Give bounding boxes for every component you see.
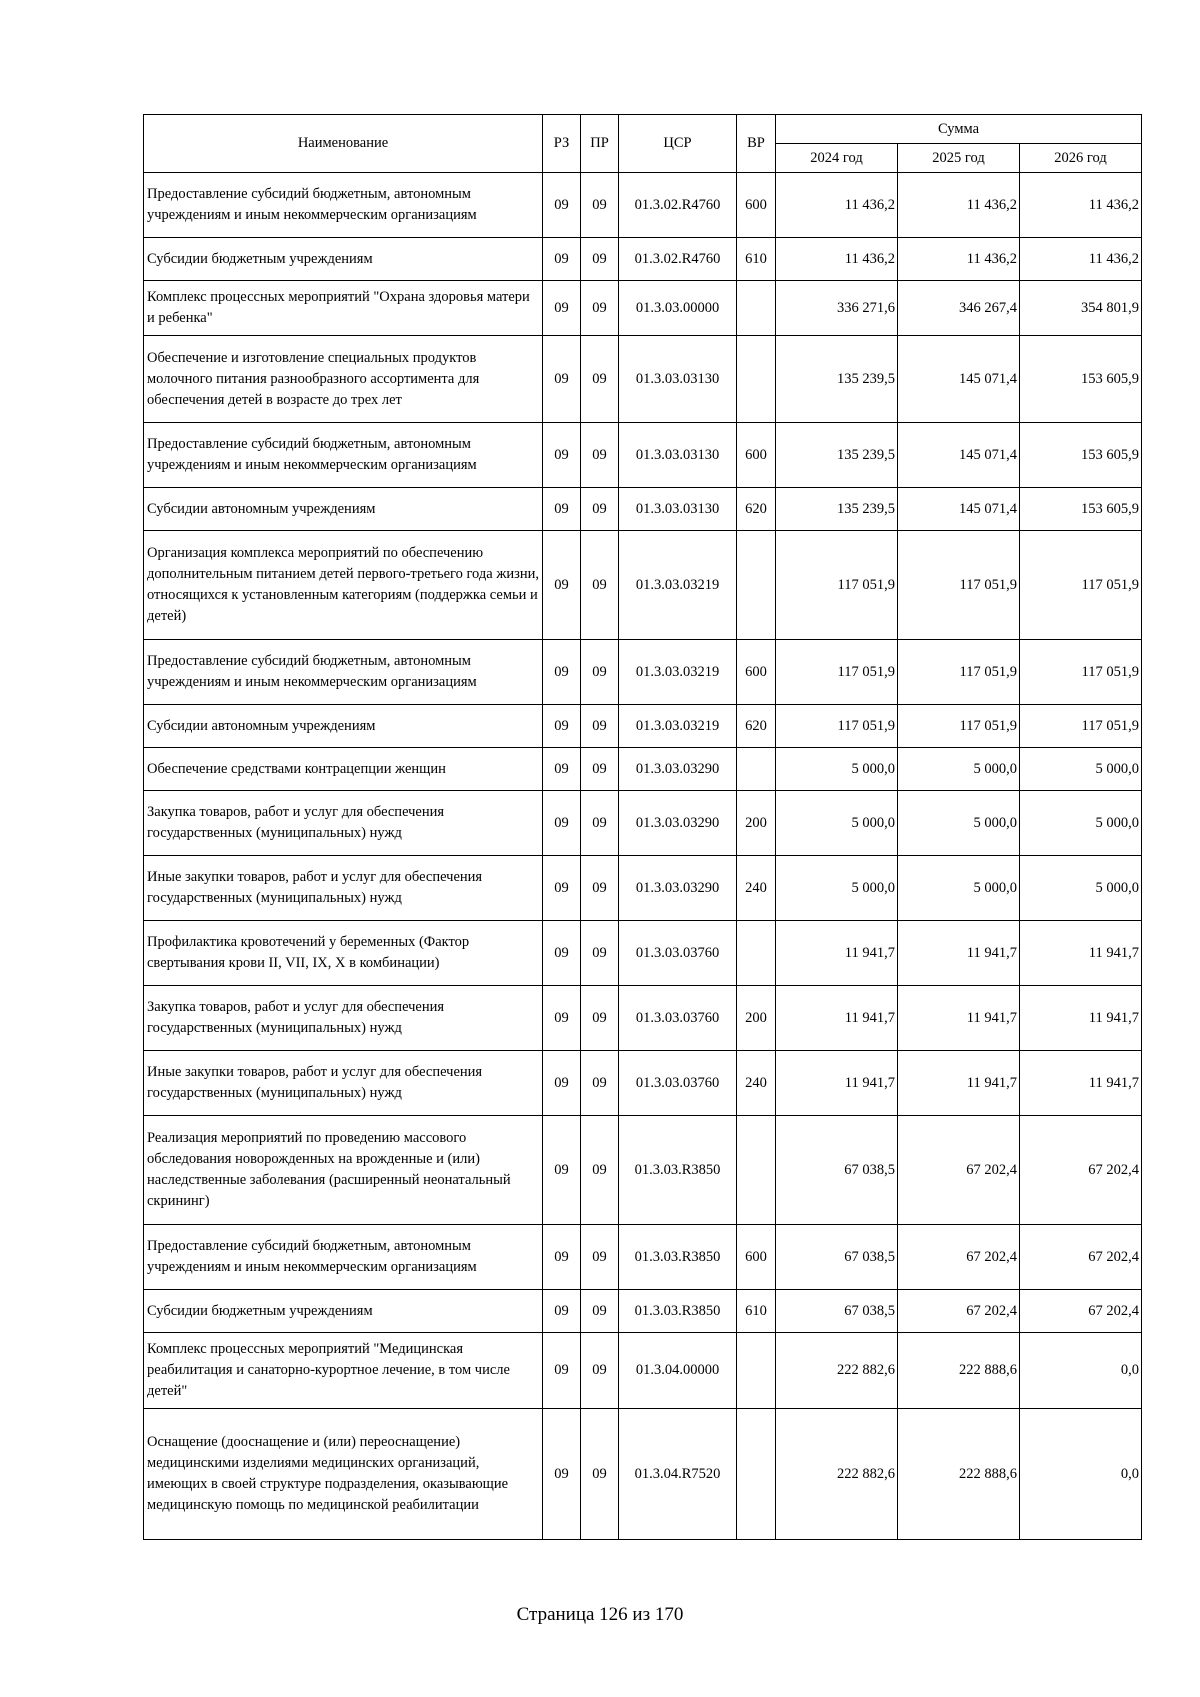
row-pr: 09 xyxy=(581,791,619,856)
row-pr: 09 xyxy=(581,336,619,423)
row-pr: 09 xyxy=(581,281,619,336)
row-csr: 01.3.04.00000 xyxy=(619,1333,737,1409)
row-vr xyxy=(737,531,776,640)
row-name: Предоставление субсидий бюджетным, автономным учреждениям и иным некоммерческим организациям xyxy=(144,423,543,488)
table-header xyxy=(144,115,1142,173)
row-pr: 09 xyxy=(581,986,619,1051)
row-name: Иные закупки товаров, работ и услуг для обеспечения государственных (муниципальных) нужд xyxy=(144,856,543,921)
table-body xyxy=(144,173,1142,1540)
row-name: Иные закупки товаров, работ и услуг для обеспечения государственных (муниципальных) нужд xyxy=(144,1051,543,1116)
row-sum-2025: 145 071,4 xyxy=(898,488,1020,531)
row-sum-2026: 354 801,9 xyxy=(1020,281,1142,336)
row-rz: 09 xyxy=(543,531,581,640)
row-sum-2024: 117 051,9 xyxy=(776,705,898,748)
row-rz: 09 xyxy=(543,791,581,856)
row-name: Предоставление субсидий бюджетным, автономным учреждениям и иным некоммерческим организациям xyxy=(144,640,543,705)
row-sum-2026: 67 202,4 xyxy=(1020,1290,1142,1333)
row-sum-2025: 222 888,6 xyxy=(898,1409,1020,1540)
row-sum-2026: 11 436,2 xyxy=(1020,173,1142,238)
row-csr: 01.3.03.03130 xyxy=(619,488,737,531)
table-row xyxy=(144,281,1142,336)
row-csr: 01.3.03.03130 xyxy=(619,423,737,488)
header-name: Наименование xyxy=(144,115,543,173)
row-pr: 09 xyxy=(581,238,619,281)
row-pr: 09 xyxy=(581,423,619,488)
row-sum-2026: 5 000,0 xyxy=(1020,856,1142,921)
row-csr: 01.3.03.03130 xyxy=(619,336,737,423)
row-sum-2026: 5 000,0 xyxy=(1020,791,1142,856)
row-vr: 200 xyxy=(737,791,776,856)
row-sum-2024: 11 436,2 xyxy=(776,238,898,281)
row-csr: 01.3.03.03760 xyxy=(619,921,737,986)
table-row xyxy=(144,986,1142,1051)
row-sum-2026: 67 202,4 xyxy=(1020,1225,1142,1290)
row-name: Реализация мероприятий по проведению массового обследования новорожденных на врожденные и (или) наследственные заболевания (расширенный неонатальный скрининг) xyxy=(144,1116,543,1225)
row-rz: 09 xyxy=(543,856,581,921)
row-sum-2025: 11 436,2 xyxy=(898,173,1020,238)
row-sum-2025: 5 000,0 xyxy=(898,791,1020,856)
row-sum-2024: 11 436,2 xyxy=(776,173,898,238)
row-pr: 09 xyxy=(581,921,619,986)
table-row xyxy=(144,640,1142,705)
row-rz: 09 xyxy=(543,640,581,705)
row-rz: 09 xyxy=(543,336,581,423)
row-vr: 600 xyxy=(737,423,776,488)
row-sum-2025: 11 436,2 xyxy=(898,238,1020,281)
row-name: Профилактика кровотечений у беременных (Фактор свертывания крови II, VII, IX, X в комбинации) xyxy=(144,921,543,986)
row-sum-2024: 67 038,5 xyxy=(776,1116,898,1225)
row-sum-2026: 117 051,9 xyxy=(1020,705,1142,748)
row-sum-2024: 135 239,5 xyxy=(776,336,898,423)
table-row xyxy=(144,791,1142,856)
row-sum-2025: 222 888,6 xyxy=(898,1333,1020,1409)
row-sum-2026: 11 436,2 xyxy=(1020,238,1142,281)
row-sum-2025: 5 000,0 xyxy=(898,748,1020,791)
row-name: Комплекс процессных мероприятий "Охрана здоровья матери и ребенка" xyxy=(144,281,543,336)
row-sum-2026: 0,0 xyxy=(1020,1409,1142,1540)
table-row xyxy=(144,1333,1142,1409)
row-name: Субсидии бюджетным учреждениям xyxy=(144,238,543,281)
row-sum-2024: 5 000,0 xyxy=(776,856,898,921)
row-sum-2025: 11 941,7 xyxy=(898,1051,1020,1116)
header-vr: ВР xyxy=(737,115,776,173)
row-vr: 600 xyxy=(737,640,776,705)
row-rz: 09 xyxy=(543,1051,581,1116)
row-sum-2024: 67 038,5 xyxy=(776,1225,898,1290)
row-sum-2026: 117 051,9 xyxy=(1020,531,1142,640)
row-csr: 01.3.03.03219 xyxy=(619,705,737,748)
row-pr: 09 xyxy=(581,488,619,531)
row-sum-2026: 11 941,7 xyxy=(1020,1051,1142,1116)
table-row xyxy=(144,336,1142,423)
budget-table xyxy=(143,114,1142,1540)
table-row xyxy=(144,748,1142,791)
row-csr: 01.3.04.R7520 xyxy=(619,1409,737,1540)
row-pr: 09 xyxy=(581,856,619,921)
row-vr: 240 xyxy=(737,856,776,921)
table-row xyxy=(144,1225,1142,1290)
row-sum-2026: 153 605,9 xyxy=(1020,488,1142,531)
row-sum-2026: 67 202,4 xyxy=(1020,1116,1142,1225)
row-rz: 09 xyxy=(543,238,581,281)
row-sum-2025: 117 051,9 xyxy=(898,640,1020,705)
row-pr: 09 xyxy=(581,640,619,705)
row-csr: 01.3.02.R4760 xyxy=(619,238,737,281)
row-pr: 09 xyxy=(581,748,619,791)
row-sum-2024: 5 000,0 xyxy=(776,748,898,791)
row-sum-2026: 11 941,7 xyxy=(1020,986,1142,1051)
row-sum-2026: 117 051,9 xyxy=(1020,640,1142,705)
row-sum-2024: 11 941,7 xyxy=(776,921,898,986)
row-name: Субсидии автономным учреждениям xyxy=(144,488,543,531)
table-row xyxy=(144,856,1142,921)
table-row xyxy=(144,488,1142,531)
row-csr: 01.3.03.00000 xyxy=(619,281,737,336)
table-row xyxy=(144,1051,1142,1116)
row-sum-2025: 11 941,7 xyxy=(898,921,1020,986)
row-vr: 610 xyxy=(737,238,776,281)
row-pr: 09 xyxy=(581,531,619,640)
row-sum-2024: 336 271,6 xyxy=(776,281,898,336)
header-pr: ПР xyxy=(581,115,619,173)
row-sum-2025: 145 071,4 xyxy=(898,336,1020,423)
table-row xyxy=(144,173,1142,238)
row-pr: 09 xyxy=(581,1116,619,1225)
row-name: Субсидии автономным учреждениям xyxy=(144,705,543,748)
row-vr xyxy=(737,1333,776,1409)
table-row xyxy=(144,423,1142,488)
table-row xyxy=(144,1116,1142,1225)
row-rz: 09 xyxy=(543,1409,581,1540)
row-name: Субсидии бюджетным учреждениям xyxy=(144,1290,543,1333)
row-name: Закупка товаров, работ и услуг для обеспечения государственных (муниципальных) нужд xyxy=(144,791,543,856)
header-year-2024: 2024 год xyxy=(776,144,898,173)
row-sum-2025: 117 051,9 xyxy=(898,531,1020,640)
row-pr: 09 xyxy=(581,705,619,748)
row-pr: 09 xyxy=(581,1333,619,1409)
row-vr: 600 xyxy=(737,1225,776,1290)
row-rz: 09 xyxy=(543,1116,581,1225)
row-sum-2024: 135 239,5 xyxy=(776,423,898,488)
row-sum-2024: 11 941,7 xyxy=(776,1051,898,1116)
row-sum-2025: 67 202,4 xyxy=(898,1290,1020,1333)
row-name: Организация комплекса мероприятий по обеспечению дополнительным питанием детей первого-третьего года жизни, относящихся к установленным категориям (поддержка семьи и детей) xyxy=(144,531,543,640)
row-name: Обеспечение и изготовление специальных продуктов молочного питания разнообразного ассортимента для обеспечения детей в возрасте до трех лет xyxy=(144,336,543,423)
header-csr: ЦСР xyxy=(619,115,737,173)
row-vr xyxy=(737,748,776,791)
row-vr: 200 xyxy=(737,986,776,1051)
row-vr xyxy=(737,1116,776,1225)
row-vr xyxy=(737,336,776,423)
row-csr: 01.3.03.R3850 xyxy=(619,1225,737,1290)
row-vr: 620 xyxy=(737,488,776,531)
row-rz: 09 xyxy=(543,1333,581,1409)
row-sum-2024: 222 882,6 xyxy=(776,1409,898,1540)
row-csr: 01.3.03.03219 xyxy=(619,531,737,640)
row-vr: 620 xyxy=(737,705,776,748)
row-vr: 600 xyxy=(737,173,776,238)
row-sum-2024: 67 038,5 xyxy=(776,1290,898,1333)
row-csr: 01.3.03.R3850 xyxy=(619,1290,737,1333)
row-pr: 09 xyxy=(581,173,619,238)
row-sum-2025: 117 051,9 xyxy=(898,705,1020,748)
row-rz: 09 xyxy=(543,173,581,238)
row-rz: 09 xyxy=(543,921,581,986)
row-sum-2026: 153 605,9 xyxy=(1020,423,1142,488)
row-csr: 01.3.03.03290 xyxy=(619,856,737,921)
row-sum-2024: 117 051,9 xyxy=(776,531,898,640)
row-sum-2024: 222 882,6 xyxy=(776,1333,898,1409)
row-pr: 09 xyxy=(581,1225,619,1290)
row-sum-2026: 5 000,0 xyxy=(1020,748,1142,791)
row-sum-2025: 5 000,0 xyxy=(898,856,1020,921)
row-rz: 09 xyxy=(543,423,581,488)
table-row xyxy=(144,705,1142,748)
row-csr: 01.3.02.R4760 xyxy=(619,173,737,238)
page-number: Страница 126 из 170 xyxy=(516,1604,684,1625)
row-csr: 01.3.03.R3850 xyxy=(619,1116,737,1225)
row-name: Комплекс процессных мероприятий "Медицинская реабилитация и санаторно-курортное лечение, в том числе детей" xyxy=(144,1333,543,1409)
row-csr: 01.3.03.03760 xyxy=(619,1051,737,1116)
row-name: Обеспечение средствами контрацепции женщин xyxy=(144,748,543,791)
row-name: Оснащение (дооснащение и (или) переоснащение) медицинскими изделиями медицинских организаций, имеющих в своей структуре подразделения, оказывающие медицинскую помощь по медицинской реабилитации xyxy=(144,1409,543,1540)
header-year-2025: 2025 год xyxy=(898,144,1020,173)
row-vr: 240 xyxy=(737,1051,776,1116)
row-sum-2024: 117 051,9 xyxy=(776,640,898,705)
row-pr: 09 xyxy=(581,1409,619,1540)
table-row xyxy=(144,1290,1142,1333)
row-csr: 01.3.03.03760 xyxy=(619,986,737,1051)
table-row xyxy=(144,1409,1142,1540)
header-year-2026: 2026 год xyxy=(1020,144,1142,173)
row-rz: 09 xyxy=(543,1225,581,1290)
row-vr xyxy=(737,921,776,986)
table-row xyxy=(144,238,1142,281)
row-sum-2026: 11 941,7 xyxy=(1020,921,1142,986)
row-csr: 01.3.03.03290 xyxy=(619,791,737,856)
row-rz: 09 xyxy=(543,281,581,336)
row-vr xyxy=(737,281,776,336)
row-sum-2025: 11 941,7 xyxy=(898,986,1020,1051)
row-pr: 09 xyxy=(581,1290,619,1333)
row-sum-2025: 145 071,4 xyxy=(898,423,1020,488)
row-name: Предоставление субсидий бюджетным, автономным учреждениям и иным некоммерческим организациям xyxy=(144,173,543,238)
table-row xyxy=(144,531,1142,640)
row-sum-2024: 135 239,5 xyxy=(776,488,898,531)
row-csr: 01.3.03.03219 xyxy=(619,640,737,705)
row-sum-2025: 346 267,4 xyxy=(898,281,1020,336)
row-rz: 09 xyxy=(543,748,581,791)
row-name: Предоставление субсидий бюджетным, автономным учреждениям и иным некоммерческим организациям xyxy=(144,1225,543,1290)
row-sum-2026: 0,0 xyxy=(1020,1333,1142,1409)
header-rz: РЗ xyxy=(543,115,581,173)
table-row xyxy=(144,921,1142,986)
row-rz: 09 xyxy=(543,1290,581,1333)
row-rz: 09 xyxy=(543,488,581,531)
header-sum: Сумма xyxy=(776,115,1142,144)
row-vr xyxy=(737,1409,776,1540)
row-rz: 09 xyxy=(543,705,581,748)
row-vr: 610 xyxy=(737,1290,776,1333)
row-name: Закупка товаров, работ и услуг для обеспечения государственных (муниципальных) нужд xyxy=(144,986,543,1051)
row-sum-2026: 153 605,9 xyxy=(1020,336,1142,423)
row-csr: 01.3.03.03290 xyxy=(619,748,737,791)
row-sum-2025: 67 202,4 xyxy=(898,1225,1020,1290)
row-sum-2025: 67 202,4 xyxy=(898,1116,1020,1225)
row-sum-2024: 5 000,0 xyxy=(776,791,898,856)
row-pr: 09 xyxy=(581,1051,619,1116)
row-rz: 09 xyxy=(543,986,581,1051)
row-sum-2024: 11 941,7 xyxy=(776,986,898,1051)
